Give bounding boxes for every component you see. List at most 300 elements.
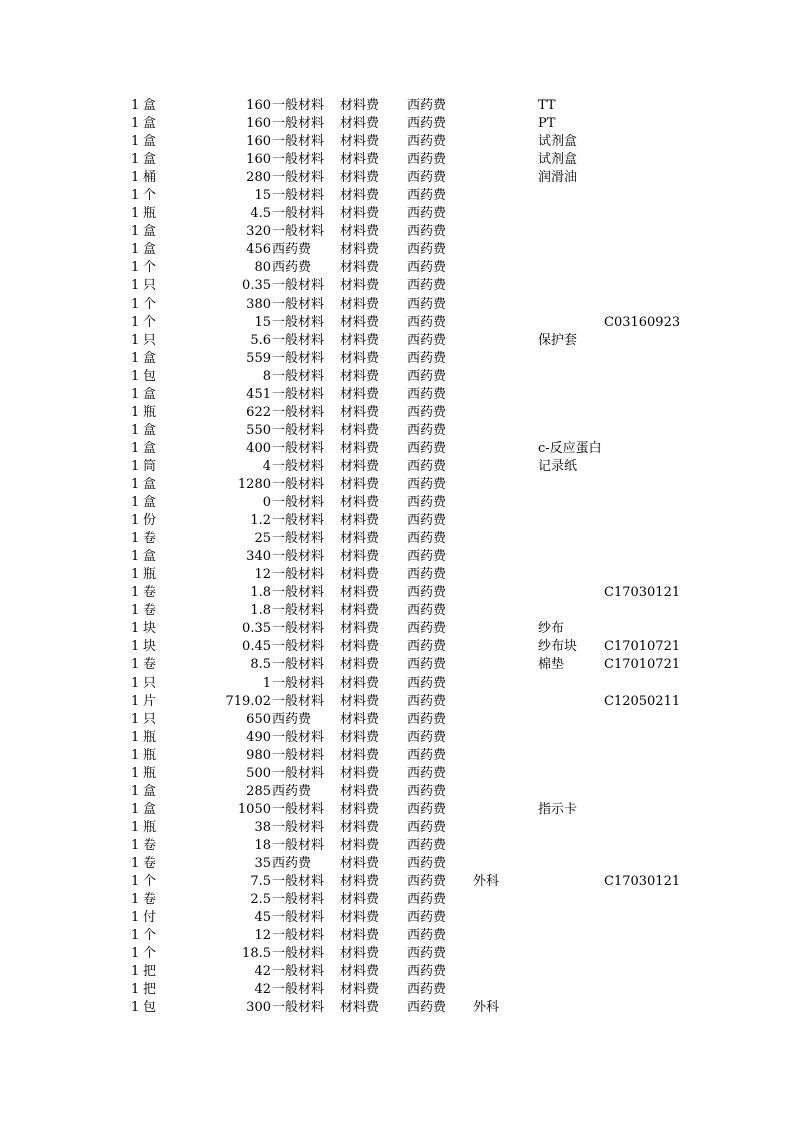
category-cell: 一般材料 — [272, 801, 325, 817]
fee-type-cell: 西药费 — [407, 476, 447, 492]
table-row — [0, 151, 793, 169]
subcategory-cell: 材料费 — [340, 783, 380, 799]
table-row — [0, 891, 793, 909]
price-cell: 0 — [262, 495, 271, 511]
subcategory-cell: 材料费 — [340, 928, 380, 944]
unit-cell: 桶 — [143, 170, 157, 186]
unit-cell: 个 — [143, 188, 157, 204]
unit-cell: 瓶 — [143, 404, 157, 420]
fee-type-cell: 西药费 — [407, 892, 447, 908]
table-row — [0, 927, 793, 945]
unit-cell: 只 — [143, 675, 157, 691]
unit-cell: 盒 — [143, 98, 157, 113]
department-cell: 外科 — [473, 1000, 500, 1016]
qty-cell: 1 — [131, 152, 140, 168]
table-row — [0, 656, 793, 674]
unit-cell: 盒 — [143, 134, 157, 150]
price-cell: 4.5 — [250, 206, 271, 222]
fee-type-cell: 西药费 — [407, 314, 447, 330]
subcategory-cell: 材料费 — [340, 134, 380, 150]
qty-cell: 1 — [131, 567, 140, 583]
item-name-cell: PT — [538, 116, 556, 132]
unit-cell: 个 — [143, 874, 157, 890]
fee-type-cell: 西药费 — [407, 116, 447, 132]
qty-cell: 1 — [131, 98, 140, 113]
unit-cell: 份 — [143, 513, 157, 529]
table-row — [0, 259, 793, 277]
subcategory-cell: 材料费 — [340, 170, 380, 186]
category-cell: 一般材料 — [272, 152, 325, 168]
item-code-cell: C12050211 — [604, 693, 681, 709]
qty-cell: 1 — [131, 928, 140, 944]
item-name-cell: 指示卡 — [538, 801, 578, 817]
subcategory-cell: 材料费 — [340, 224, 380, 240]
table-row — [0, 332, 793, 350]
subcategory-cell: 材料费 — [340, 296, 380, 312]
price-cell: 1280 — [237, 476, 271, 492]
price-cell: 38 — [254, 819, 271, 835]
subcategory-cell: 材料费 — [340, 675, 380, 691]
qty-cell: 1 — [131, 476, 140, 492]
category-cell: 一般材料 — [272, 314, 325, 330]
category-cell: 一般材料 — [272, 892, 325, 908]
subcategory-cell: 材料费 — [340, 585, 380, 601]
category-cell: 一般材料 — [272, 982, 325, 998]
subcategory-cell: 材料费 — [340, 693, 380, 709]
price-cell: 1 — [262, 675, 271, 691]
table-row — [0, 765, 793, 783]
category-cell: 一般材料 — [272, 747, 325, 763]
qty-cell: 1 — [131, 422, 140, 438]
qty-cell: 1 — [131, 440, 140, 456]
qty-cell: 1 — [131, 368, 140, 384]
category-cell: 一般材料 — [272, 440, 325, 456]
price-cell: 650 — [246, 711, 271, 727]
department-cell: 外科 — [473, 874, 500, 890]
price-cell: 980 — [246, 747, 271, 763]
price-cell: 8 — [262, 368, 271, 384]
subcategory-cell: 材料费 — [340, 495, 380, 511]
unit-cell: 只 — [143, 711, 157, 727]
table-row — [0, 783, 793, 801]
table-row — [0, 512, 793, 530]
fee-type-cell: 西药费 — [407, 603, 447, 619]
unit-cell: 只 — [143, 278, 157, 294]
unit-cell: 瓶 — [143, 729, 157, 745]
item-name-cell: 棉垫 — [538, 657, 565, 673]
price-cell: 280 — [246, 170, 271, 186]
price-cell: 80 — [254, 260, 271, 276]
unit-cell: 盒 — [143, 386, 157, 402]
qty-cell: 1 — [131, 116, 140, 132]
qty-cell: 1 — [131, 1000, 140, 1016]
unit-cell: 盒 — [143, 549, 157, 565]
table-row — [0, 440, 793, 458]
table-row — [0, 620, 793, 638]
subcategory-cell: 材料费 — [340, 819, 380, 835]
table-row — [0, 350, 793, 368]
unit-cell: 个 — [143, 928, 157, 944]
qty-cell: 1 — [131, 711, 140, 727]
table-row — [0, 747, 793, 765]
table-row — [0, 314, 793, 332]
unit-cell: 盒 — [143, 152, 157, 168]
fee-type-cell: 西药费 — [407, 819, 447, 835]
fee-type-cell: 西药费 — [407, 549, 447, 565]
subcategory-cell: 材料费 — [340, 152, 380, 168]
fee-type-cell: 西药费 — [407, 242, 447, 258]
item-code-cell: C17030121 — [604, 585, 681, 601]
category-cell: 一般材料 — [272, 603, 325, 619]
category-cell: 西药费 — [272, 711, 312, 727]
fee-type-cell: 西药费 — [407, 296, 447, 312]
category-cell: 一般材料 — [272, 404, 325, 420]
category-cell: 一般材料 — [272, 639, 325, 655]
unit-cell: 卷 — [143, 603, 157, 619]
item-code-cell: C17030121 — [604, 874, 681, 890]
category-cell: 一般材料 — [272, 531, 325, 547]
table-row — [0, 133, 793, 151]
category-cell: 一般材料 — [272, 368, 325, 384]
category-cell: 一般材料 — [272, 549, 325, 565]
table-row — [0, 422, 793, 440]
material-list-table — [0, 97, 793, 1017]
fee-type-cell: 西药费 — [407, 386, 447, 402]
price-cell: 18 — [254, 837, 271, 853]
subcategory-cell: 材料费 — [340, 531, 380, 547]
fee-type-cell: 西药费 — [407, 531, 447, 547]
fee-type-cell: 西药费 — [407, 152, 447, 168]
table-row — [0, 945, 793, 963]
category-cell: 一般材料 — [272, 765, 325, 781]
table-row — [0, 999, 793, 1017]
table-row — [0, 476, 793, 494]
price-cell: 0.45 — [242, 639, 271, 655]
qty-cell: 1 — [131, 386, 140, 402]
unit-cell: 付 — [143, 910, 157, 926]
unit-cell: 盒 — [143, 476, 157, 492]
table-row — [0, 241, 793, 259]
price-cell: 719.02 — [225, 693, 271, 709]
table-row — [0, 223, 793, 241]
qty-cell: 1 — [131, 621, 140, 637]
fee-type-cell: 西药费 — [407, 910, 447, 926]
category-cell: 一般材料 — [272, 874, 325, 890]
qty-cell: 1 — [131, 765, 140, 781]
price-cell: 0.35 — [242, 621, 271, 637]
qty-cell: 1 — [131, 783, 140, 799]
price-cell: 42 — [254, 982, 271, 998]
fee-type-cell: 西药费 — [407, 368, 447, 384]
table-row — [0, 711, 793, 729]
fee-type-cell: 西药费 — [407, 639, 447, 655]
fee-type-cell: 西药费 — [407, 350, 447, 366]
subcategory-cell: 材料费 — [340, 350, 380, 366]
category-cell: 一般材料 — [272, 693, 325, 709]
table-row — [0, 981, 793, 999]
item-name-cell: TT — [538, 98, 556, 113]
price-cell: 559 — [246, 350, 271, 366]
table-row — [0, 386, 793, 404]
table-row — [0, 801, 793, 819]
unit-cell: 块 — [143, 639, 157, 655]
price-cell: 42 — [254, 964, 271, 980]
subcategory-cell: 材料费 — [340, 368, 380, 384]
subcategory-cell: 材料费 — [340, 801, 380, 817]
unit-cell: 个 — [143, 260, 157, 276]
fee-type-cell: 西药费 — [407, 855, 447, 871]
qty-cell: 1 — [131, 242, 140, 258]
category-cell: 一般材料 — [272, 206, 325, 222]
unit-cell: 盒 — [143, 783, 157, 799]
price-cell: 15 — [254, 188, 271, 204]
category-cell: 一般材料 — [272, 350, 325, 366]
price-cell: 18.5 — [242, 946, 271, 962]
table-row — [0, 115, 793, 133]
price-cell: 400 — [246, 440, 271, 456]
subcategory-cell: 材料费 — [340, 513, 380, 529]
category-cell: 一般材料 — [272, 278, 325, 294]
category-cell: 一般材料 — [272, 458, 325, 474]
subcategory-cell: 材料费 — [340, 747, 380, 763]
item-name-cell: 润滑油 — [538, 170, 578, 186]
subcategory-cell: 材料费 — [340, 386, 380, 402]
category-cell: 一般材料 — [272, 946, 325, 962]
fee-type-cell: 西药费 — [407, 675, 447, 691]
fee-type-cell: 西药费 — [407, 134, 447, 150]
fee-type-cell: 西药费 — [407, 278, 447, 294]
fee-type-cell: 西药费 — [407, 837, 447, 853]
subcategory-cell: 材料费 — [340, 603, 380, 619]
unit-cell: 盒 — [143, 350, 157, 366]
qty-cell: 1 — [131, 693, 140, 709]
subcategory-cell: 材料费 — [340, 657, 380, 673]
price-cell: 0.35 — [242, 278, 271, 294]
table-row — [0, 729, 793, 747]
unit-cell: 卷 — [143, 855, 157, 871]
fee-type-cell: 西药费 — [407, 188, 447, 204]
qty-cell: 1 — [131, 639, 140, 655]
qty-cell: 1 — [131, 350, 140, 366]
qty-cell: 1 — [131, 531, 140, 547]
subcategory-cell: 材料费 — [340, 982, 380, 998]
category-cell: 一般材料 — [272, 910, 325, 926]
qty-cell: 1 — [131, 224, 140, 240]
category-cell: 一般材料 — [272, 170, 325, 186]
qty-cell: 1 — [131, 260, 140, 276]
table-row — [0, 873, 793, 891]
subcategory-cell: 材料费 — [340, 711, 380, 727]
fee-type-cell: 西药费 — [407, 801, 447, 817]
subcategory-cell: 材料费 — [340, 242, 380, 258]
table-row — [0, 909, 793, 927]
qty-cell: 1 — [131, 910, 140, 926]
subcategory-cell: 材料费 — [340, 549, 380, 565]
fee-type-cell: 西药费 — [407, 585, 447, 601]
unit-cell: 包 — [143, 368, 157, 384]
qty-cell: 1 — [131, 892, 140, 908]
fee-type-cell: 西药费 — [407, 964, 447, 980]
subcategory-cell: 材料费 — [340, 404, 380, 420]
item-name-cell: c-反应蛋白 — [538, 440, 602, 456]
table-row — [0, 458, 793, 476]
unit-cell: 盒 — [143, 495, 157, 511]
price-cell: 1.8 — [250, 603, 271, 619]
price-cell: 15 — [254, 314, 271, 330]
qty-cell: 1 — [131, 513, 140, 529]
subcategory-cell: 材料费 — [340, 567, 380, 583]
fee-type-cell: 西药费 — [407, 458, 447, 474]
qty-cell: 1 — [131, 819, 140, 835]
price-cell: 7.5 — [250, 874, 271, 890]
unit-cell: 把 — [143, 982, 157, 998]
category-cell: 一般材料 — [272, 332, 325, 348]
table-row — [0, 584, 793, 602]
subcategory-cell: 材料费 — [340, 621, 380, 637]
fee-type-cell: 西药费 — [407, 422, 447, 438]
category-cell: 一般材料 — [272, 1000, 325, 1016]
item-code-cell: C17010721 — [604, 639, 681, 655]
price-cell: 160 — [246, 152, 271, 168]
qty-cell: 1 — [131, 296, 140, 312]
category-cell: 一般材料 — [272, 513, 325, 529]
category-cell: 一般材料 — [272, 224, 325, 240]
category-cell: 一般材料 — [272, 837, 325, 853]
unit-cell: 卷 — [143, 837, 157, 853]
category-cell: 一般材料 — [272, 134, 325, 150]
table-row — [0, 566, 793, 584]
subcategory-cell: 材料费 — [340, 98, 380, 113]
table-row — [0, 638, 793, 656]
table-row — [0, 296, 793, 314]
qty-cell: 1 — [131, 603, 140, 619]
table-row — [0, 837, 793, 855]
unit-cell: 个 — [143, 314, 157, 330]
fee-type-cell: 西药费 — [407, 657, 447, 673]
fee-type-cell: 西药费 — [407, 495, 447, 511]
qty-cell: 1 — [131, 946, 140, 962]
qty-cell: 1 — [131, 549, 140, 565]
unit-cell: 片 — [143, 693, 157, 709]
table-row — [0, 277, 793, 295]
table-row — [0, 404, 793, 422]
subcategory-cell: 材料费 — [340, 892, 380, 908]
subcategory-cell: 材料费 — [340, 639, 380, 655]
fee-type-cell: 西药费 — [407, 332, 447, 348]
price-cell: 622 — [246, 404, 271, 420]
fee-type-cell: 西药费 — [407, 224, 447, 240]
item-code-cell: C17010721 — [604, 657, 681, 673]
qty-cell: 1 — [131, 964, 140, 980]
unit-cell: 筒 — [143, 458, 157, 474]
price-cell: 456 — [246, 242, 271, 258]
item-name-cell: 试剂盒 — [538, 134, 578, 150]
table-row — [0, 205, 793, 223]
unit-cell: 盒 — [143, 116, 157, 132]
unit-cell: 卷 — [143, 657, 157, 673]
qty-cell: 1 — [131, 874, 140, 890]
subcategory-cell: 材料费 — [340, 260, 380, 276]
fee-type-cell: 西药费 — [407, 513, 447, 529]
subcategory-cell: 材料费 — [340, 874, 380, 890]
item-code-cell: C03160923 — [604, 314, 681, 330]
category-cell: 一般材料 — [272, 567, 325, 583]
category-cell: 一般材料 — [272, 495, 325, 511]
unit-cell: 卷 — [143, 585, 157, 601]
fee-type-cell: 西药费 — [407, 1000, 447, 1016]
category-cell: 一般材料 — [272, 422, 325, 438]
fee-type-cell: 西药费 — [407, 729, 447, 745]
price-cell: 500 — [246, 765, 271, 781]
subcategory-cell: 材料费 — [340, 422, 380, 438]
unit-cell: 把 — [143, 964, 157, 980]
category-cell: 一般材料 — [272, 116, 325, 132]
fee-type-cell: 西药费 — [407, 98, 447, 113]
unit-cell: 个 — [143, 296, 157, 312]
table-row — [0, 602, 793, 620]
category-cell: 一般材料 — [272, 928, 325, 944]
table-row — [0, 693, 793, 711]
subcategory-cell: 材料费 — [340, 206, 380, 222]
category-cell: 一般材料 — [272, 98, 325, 113]
category-cell: 一般材料 — [272, 296, 325, 312]
fee-type-cell: 西药费 — [407, 567, 447, 583]
subcategory-cell: 材料费 — [340, 440, 380, 456]
unit-cell: 包 — [143, 1000, 157, 1016]
subcategory-cell: 材料费 — [340, 116, 380, 132]
table-row — [0, 675, 793, 693]
price-cell: 1050 — [237, 801, 271, 817]
price-cell: 2.5 — [250, 892, 271, 908]
unit-cell: 盒 — [143, 440, 157, 456]
table-row — [0, 494, 793, 512]
unit-cell: 块 — [143, 621, 157, 637]
price-cell: 5.6 — [250, 332, 271, 348]
unit-cell: 盒 — [143, 801, 157, 817]
subcategory-cell: 材料费 — [340, 458, 380, 474]
price-cell: 160 — [246, 116, 271, 132]
price-cell: 45 — [254, 910, 271, 926]
subcategory-cell: 材料费 — [340, 910, 380, 926]
fee-type-cell: 西药费 — [407, 747, 447, 763]
qty-cell: 1 — [131, 982, 140, 998]
subcategory-cell: 材料费 — [340, 476, 380, 492]
price-cell: 550 — [246, 422, 271, 438]
fee-type-cell: 西药费 — [407, 928, 447, 944]
qty-cell: 1 — [131, 729, 140, 745]
price-cell: 160 — [246, 98, 271, 113]
price-cell: 300 — [246, 1000, 271, 1016]
unit-cell: 盒 — [143, 242, 157, 258]
unit-cell: 瓶 — [143, 567, 157, 583]
category-cell: 西药费 — [272, 783, 312, 799]
item-name-cell: 纱布 — [538, 621, 565, 637]
item-name-cell: 纱布块 — [538, 639, 578, 655]
price-cell: 4 — [262, 458, 271, 474]
table-row — [0, 819, 793, 837]
price-cell: 12 — [254, 567, 271, 583]
price-cell: 12 — [254, 928, 271, 944]
qty-cell: 1 — [131, 188, 140, 204]
unit-cell: 瓶 — [143, 819, 157, 835]
qty-cell: 1 — [131, 404, 140, 420]
qty-cell: 1 — [131, 495, 140, 511]
table-row — [0, 530, 793, 548]
qty-cell: 1 — [131, 314, 140, 330]
fee-type-cell: 西药费 — [407, 765, 447, 781]
price-cell: 1.8 — [250, 585, 271, 601]
item-name-cell: 保护套 — [538, 332, 578, 348]
